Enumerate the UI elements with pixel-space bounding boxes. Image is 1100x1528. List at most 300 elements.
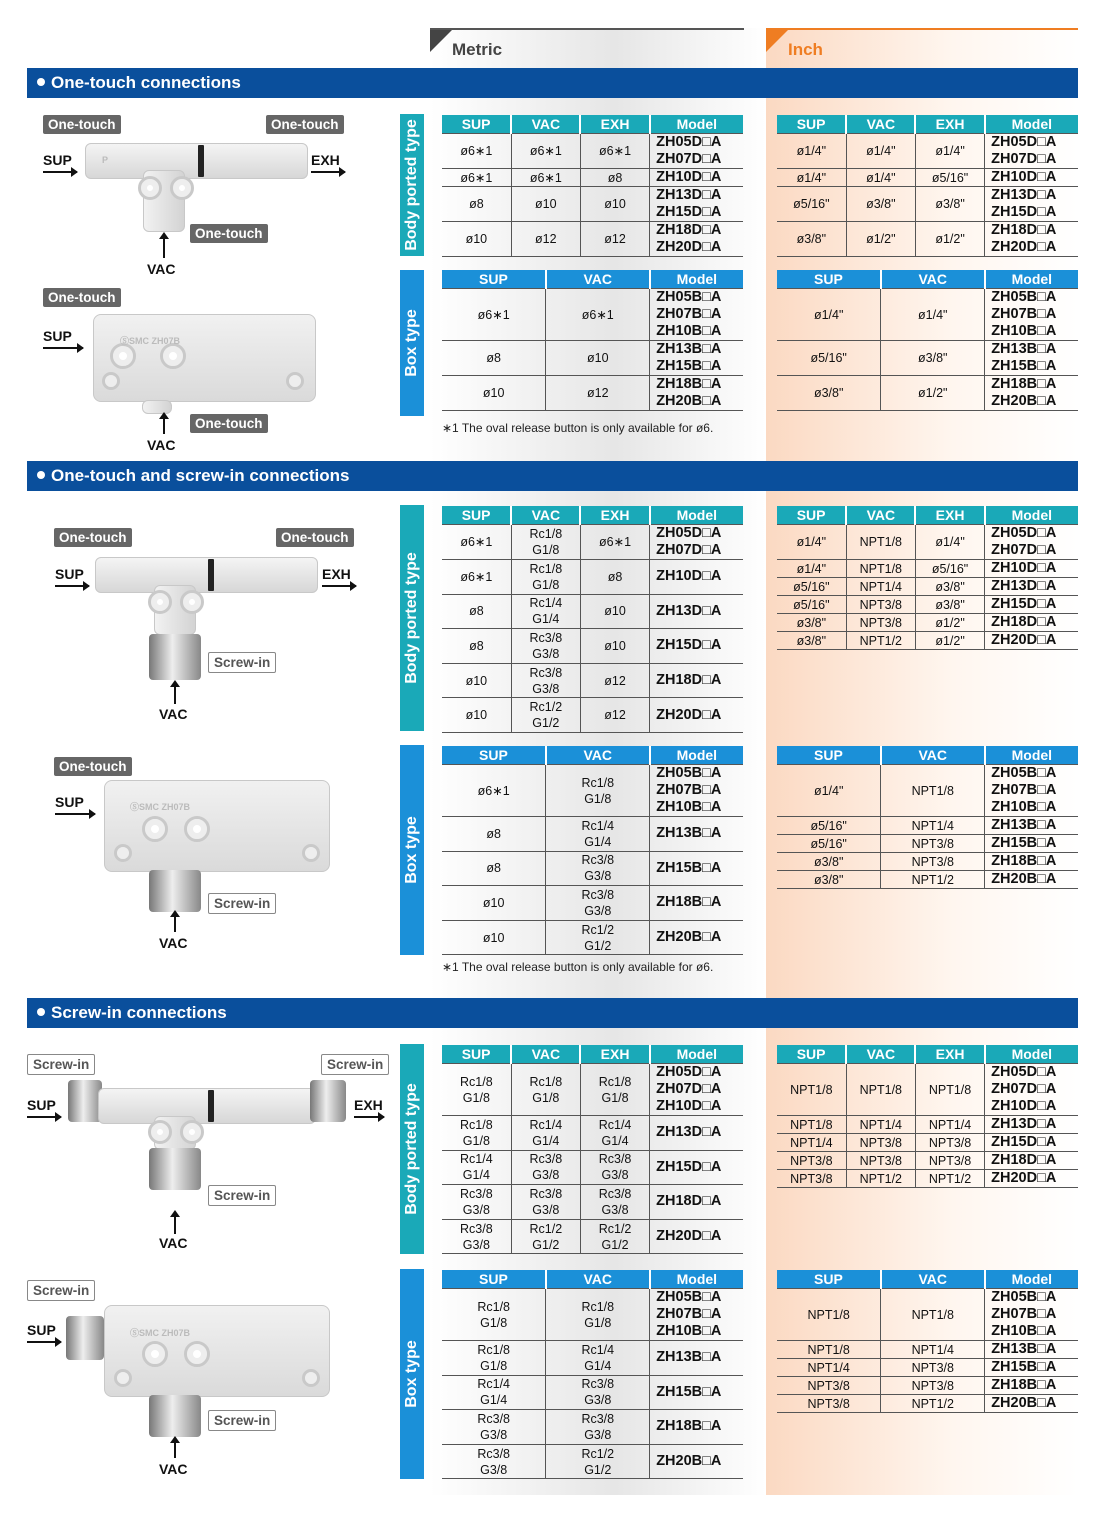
model-cell: ZH05B□A ZH07B□A ZH10B□A	[650, 289, 743, 341]
table-row	[777, 222, 1078, 257]
spec-cell: Rc1/8 G1/8	[511, 525, 580, 560]
model-cell: ZH20B□A	[985, 871, 1078, 889]
section-title: Screw-in connections	[51, 1003, 227, 1022]
table-header-row	[777, 1270, 1078, 1289]
spec-cell: NPT3/8	[846, 596, 915, 614]
arrow-right-icon	[43, 347, 83, 349]
table-s3-body-inch	[777, 1045, 1078, 1188]
table-row	[777, 1170, 1078, 1188]
label-one-touch: One-touch	[54, 528, 132, 547]
column-header: Model	[650, 506, 743, 525]
column-header: SUP	[777, 115, 846, 134]
label-screw-in: Screw-in	[208, 652, 276, 673]
model-cell: ZH13B□A ZH15B□A	[650, 341, 743, 376]
spec-cell: NPT3/8	[777, 1152, 846, 1170]
table-row	[777, 376, 1078, 411]
table-row	[777, 632, 1078, 650]
spec-cell: ø3/8"	[846, 187, 915, 222]
port-hole	[184, 1341, 210, 1367]
spec-cell: ø1/4"	[915, 525, 984, 560]
column-header: VAC	[511, 506, 580, 525]
model-cell: ZH13B□A	[650, 817, 743, 852]
spec-cell: NPT1/4	[881, 817, 985, 835]
section-title: One-touch and screw-in connections	[51, 466, 350, 485]
table-row	[442, 289, 743, 341]
model-cell: ZH05B□A ZH07B□A ZH10B□A	[985, 1289, 1078, 1341]
spec-cell: ø8	[442, 629, 511, 664]
spec-cell: ø8	[442, 851, 546, 886]
spec-cell: Rc1/4 G1/4	[511, 1116, 580, 1151]
label-one-touch: One-touch	[54, 757, 132, 776]
table-header-row	[777, 270, 1078, 289]
table-row	[777, 853, 1078, 871]
model-cell: ZH05D□A ZH07D□A	[985, 134, 1078, 169]
model-cell: ZH13D□A	[985, 578, 1078, 596]
mount-hole	[302, 844, 320, 862]
screw-fitting	[149, 634, 201, 680]
table-row	[442, 1116, 743, 1151]
arrow-right-icon	[55, 585, 89, 587]
spec-cell: ø10	[442, 376, 546, 411]
column-header: VAC	[881, 270, 985, 289]
spec-cell: NPT1/8	[846, 525, 915, 560]
model-cell: ZH20B□A	[650, 920, 743, 955]
model-cell: ZH13B□A	[985, 817, 1078, 835]
model-cell: ZH13D□A	[985, 1116, 1078, 1134]
bullet-icon	[37, 471, 45, 479]
spec-cell: NPT3/8	[777, 1170, 846, 1188]
mount-hole	[286, 372, 304, 390]
model-cell: ZH05D□A ZH07D□A ZH10D□A	[650, 1064, 743, 1116]
section-title: One-touch connections	[51, 73, 241, 92]
spec-cell: NPT1/2	[881, 871, 985, 889]
spec-cell: Rc3/8 G3/8	[546, 1410, 650, 1445]
column-header: SUP	[777, 270, 881, 289]
spec-cell: NPT3/8	[881, 853, 985, 871]
model-cell: ZH20B□A	[650, 1444, 743, 1479]
spec-cell: NPT1/8	[777, 1289, 881, 1341]
arrow-up-icon	[163, 418, 165, 434]
spec-cell: Rc3/8 G3/8	[546, 1375, 650, 1410]
table-header-row	[442, 1045, 743, 1064]
label-screw-in: Screw-in	[321, 1054, 389, 1075]
table-row	[442, 222, 743, 257]
bullet-icon	[37, 78, 45, 86]
spec-cell: Rc3/8 G3/8	[546, 886, 650, 921]
screw-fitting	[310, 1080, 346, 1122]
spec-cell: ø12	[580, 222, 649, 257]
spec-cell: ø12	[580, 663, 649, 698]
port-label-vac: VAC	[159, 1235, 188, 1251]
mount-hole	[102, 372, 120, 390]
column-header: Model	[650, 746, 743, 765]
label-one-touch: One-touch	[276, 528, 354, 547]
spec-cell: ø3/8"	[915, 578, 984, 596]
table-header-row	[777, 746, 1078, 765]
spec-cell: ø3/8"	[777, 614, 846, 632]
spec-cell: ø1/2"	[915, 222, 984, 257]
release-clip	[198, 145, 204, 177]
model-cell: ZH20D□A	[985, 1170, 1078, 1188]
column-header: VAC	[546, 746, 650, 765]
column-header: EXH	[580, 506, 649, 525]
model-cell: ZH13D□A ZH15D□A	[985, 187, 1078, 222]
port-label-vac: VAC	[159, 935, 188, 951]
column-header: Model	[650, 1045, 743, 1064]
spec-cell: ø1/2"	[881, 376, 985, 411]
spec-cell: Rc1/4 G1/4	[546, 1341, 650, 1376]
column-header: VAC	[511, 1045, 580, 1064]
spec-cell: ø1/4"	[777, 525, 846, 560]
port-label-sup: SUP	[55, 794, 84, 810]
spec-cell: Rc1/8 G1/8	[442, 1064, 511, 1116]
column-header: EXH	[915, 1045, 984, 1064]
column-header: VAC	[546, 1270, 650, 1289]
spec-cell: ø10	[442, 920, 546, 955]
model-cell: ZH05B□A ZH07B□A ZH10B□A	[985, 765, 1078, 817]
spec-cell: ø6∗1	[442, 765, 546, 817]
column-header: VAC	[846, 506, 915, 525]
column-header: SUP	[442, 746, 546, 765]
screw-fitting	[66, 1316, 104, 1360]
spec-cell: Rc1/4 G1/4	[442, 1375, 546, 1410]
spec-cell: ø5/16"	[777, 835, 881, 853]
spec-cell: Rc1/4 G1/4	[442, 1150, 511, 1185]
column-header: SUP	[777, 1270, 881, 1289]
spec-cell: ø8	[442, 594, 511, 629]
spec-cell: NPT3/8	[846, 1152, 915, 1170]
spec-cell: ø8	[442, 187, 511, 222]
column-header: SUP	[777, 1045, 846, 1064]
side-label-text: Box type	[403, 816, 420, 884]
table-header-row	[442, 746, 743, 765]
arrow-up-icon	[174, 1216, 176, 1234]
spec-cell: Rc1/8 G1/8	[580, 1064, 649, 1116]
spec-cell: Rc1/4 G1/4	[511, 594, 580, 629]
table-row	[442, 886, 743, 921]
spec-cell: NPT1/4	[777, 1134, 846, 1152]
spec-cell: ø1/4"	[777, 560, 846, 578]
spec-cell: Rc1/2 G1/2	[546, 920, 650, 955]
section-band-screw-in	[27, 998, 1078, 1028]
table-row	[442, 1064, 743, 1116]
arrow-up-icon	[163, 238, 165, 258]
model-cell: ZH13D□A ZH15D□A	[650, 187, 743, 222]
spec-cell: Rc3/8 G3/8	[442, 1219, 511, 1254]
spec-cell: NPT1/8	[777, 1341, 881, 1359]
spec-cell: ø6∗1	[511, 169, 580, 187]
table-row	[777, 525, 1078, 560]
spec-cell: ø1/4"	[846, 134, 915, 169]
port-hole	[148, 590, 172, 614]
model-cell: ZH20D□A	[650, 1219, 743, 1254]
spec-cell: ø5/16"	[777, 341, 881, 376]
spec-cell: Rc1/2 G1/2	[511, 698, 580, 733]
spec-cell: NPT3/8	[777, 1395, 881, 1413]
side-label-box	[400, 1269, 424, 1479]
spec-cell: ø5/16"	[777, 596, 846, 614]
spec-cell: ø8	[580, 169, 649, 187]
table-row	[442, 698, 743, 733]
table-row	[777, 1064, 1078, 1116]
model-cell: ZH05B□A ZH07B□A ZH10B□A	[650, 1289, 743, 1341]
column-header: VAC	[881, 746, 985, 765]
table-row	[777, 1152, 1078, 1170]
model-cell: ZH15B□A	[650, 851, 743, 886]
table-row	[442, 594, 743, 629]
spec-cell: ø5/16"	[777, 817, 881, 835]
column-header: SUP	[442, 115, 511, 134]
spec-cell: NPT3/8	[915, 1152, 984, 1170]
label-screw-in: Screw-in	[27, 1280, 95, 1301]
table-row	[777, 289, 1078, 341]
section-band-one-touch-screw	[27, 461, 1078, 491]
column-header: EXH	[915, 506, 984, 525]
table-row	[777, 1289, 1078, 1341]
column-header: Model	[650, 1270, 743, 1289]
table-row	[777, 560, 1078, 578]
screw-fitting	[149, 870, 201, 912]
spec-cell: Rc1/8 G1/8	[511, 560, 580, 595]
spec-cell: NPT1/8	[881, 1289, 985, 1341]
column-header: SUP	[442, 1045, 511, 1064]
column-header: VAC	[881, 1270, 985, 1289]
table-row	[777, 817, 1078, 835]
model-cell: ZH10D□A	[985, 169, 1078, 187]
port-hole	[148, 1120, 172, 1144]
table-s2-box-inch	[777, 746, 1078, 889]
arrow-up-icon	[174, 686, 176, 704]
spec-cell: ø10	[442, 698, 511, 733]
table-row	[442, 1185, 743, 1220]
tee-body	[85, 143, 308, 179]
spec-cell: Rc3/8 G3/8	[580, 1185, 649, 1220]
port-mark-p: P	[102, 155, 109, 165]
spec-cell: NPT3/8	[881, 835, 985, 853]
model-cell: ZH15B□A	[985, 1359, 1078, 1377]
spec-cell: ø8	[442, 817, 546, 852]
spec-cell: ø10	[442, 222, 511, 257]
port-label-sup: SUP	[43, 152, 72, 168]
spec-cell: Rc3/8 G3/8	[546, 851, 650, 886]
table-row	[777, 596, 1078, 614]
spec-cell: ø3/8"	[777, 376, 881, 411]
table-s1-body-inch	[777, 115, 1078, 257]
table-row	[442, 1150, 743, 1185]
spec-cell: NPT3/8	[881, 1377, 985, 1395]
model-cell: ZH18D□A	[650, 1185, 743, 1220]
column-header: Model	[985, 270, 1078, 289]
table-row	[442, 1444, 743, 1479]
spec-cell: ø12	[546, 376, 650, 411]
table-row	[442, 629, 743, 664]
port-label-vac: VAC	[159, 1461, 188, 1477]
side-label-body	[400, 505, 424, 731]
arrow-right-icon	[322, 585, 356, 587]
label-one-touch: One-touch	[190, 224, 268, 243]
model-cell: ZH18D□A	[985, 1152, 1078, 1170]
brand-mark: ⓈSMC ZH07B	[120, 336, 181, 346]
model-cell: ZH18B□A ZH20B□A	[650, 376, 743, 411]
table-s3-body-metric	[442, 1045, 743, 1254]
port-label-vac: VAC	[147, 261, 176, 277]
table-header-row	[442, 1270, 743, 1289]
spec-cell: ø8	[442, 341, 546, 376]
tee-body	[95, 557, 318, 593]
column-header: Model	[985, 115, 1078, 134]
table-header-row	[442, 506, 743, 525]
table-row	[442, 169, 743, 187]
spec-cell: ø5/16"	[915, 560, 984, 578]
spec-cell: Rc3/8 G3/8	[442, 1444, 546, 1479]
model-cell: ZH15D□A	[650, 629, 743, 664]
port-label-exh: EXH	[311, 152, 340, 168]
inch-header	[766, 28, 1078, 66]
model-cell: ZH20D□A	[985, 632, 1078, 650]
spec-cell: ø1/2"	[846, 222, 915, 257]
table-header-row	[442, 270, 743, 289]
port-hole	[142, 816, 168, 842]
model-cell: ZH13D□A	[650, 594, 743, 629]
side-label-text: Body ported type	[403, 1083, 420, 1215]
spec-cell: NPT1/4	[881, 1341, 985, 1359]
box-body	[104, 780, 330, 872]
label-one-touch: One-touch	[266, 115, 344, 134]
port-label-vac: VAC	[159, 706, 188, 722]
spec-cell: NPT1/4	[915, 1116, 984, 1134]
side-label-box	[400, 745, 424, 955]
spec-cell: ø1/4"	[777, 289, 881, 341]
spec-cell: NPT3/8	[915, 1134, 984, 1152]
table-row	[777, 1134, 1078, 1152]
spec-cell: ø6∗1	[511, 134, 580, 169]
model-cell: ZH20B□A	[985, 1395, 1078, 1413]
column-header: VAC	[511, 115, 580, 134]
table-s2-body-metric	[442, 506, 743, 733]
spec-cell: ø6∗1	[580, 134, 649, 169]
box-body	[104, 1305, 330, 1397]
table-row	[442, 134, 743, 169]
model-cell: ZH10D□A	[985, 560, 1078, 578]
spec-cell: ø12	[580, 698, 649, 733]
model-cell: ZH18B□A	[650, 1410, 743, 1445]
spec-cell: NPT3/8	[777, 1377, 881, 1395]
label-one-touch: One-touch	[190, 414, 268, 433]
screw-fitting	[149, 1148, 201, 1190]
column-header: VAC	[846, 1045, 915, 1064]
table-row	[777, 1341, 1078, 1359]
port-label-sup: SUP	[27, 1322, 56, 1338]
port-label-exh: EXH	[322, 566, 351, 582]
inch-header-label: Inch	[788, 40, 823, 59]
side-label-text: Body ported type	[403, 119, 420, 251]
model-cell: ZH10D□A	[650, 169, 743, 187]
label-one-touch: One-touch	[43, 115, 121, 134]
spec-cell: ø12	[511, 222, 580, 257]
spec-cell: ø3/8"	[881, 341, 985, 376]
mount-hole	[114, 844, 132, 862]
spec-cell: ø1/4"	[777, 765, 881, 817]
model-cell: ZH05B□A ZH07B□A ZH10B□A	[985, 289, 1078, 341]
spec-cell: Rc3/8 G3/8	[580, 1150, 649, 1185]
table-row	[777, 187, 1078, 222]
spec-cell: ø1/4"	[777, 169, 846, 187]
arrow-right-icon	[43, 171, 77, 173]
spec-cell: ø10	[580, 187, 649, 222]
table-row	[442, 525, 743, 560]
spec-cell: Rc1/4 G1/4	[546, 817, 650, 852]
table-row	[442, 376, 743, 411]
spec-cell: ø6∗1	[442, 560, 511, 595]
tee-body	[98, 1088, 316, 1124]
spec-cell: ø8	[580, 560, 649, 595]
spec-cell: Rc1/8 G1/8	[442, 1116, 511, 1151]
column-header: Model	[985, 506, 1078, 525]
column-header: EXH	[580, 115, 649, 134]
spec-cell: ø6∗1	[442, 525, 511, 560]
port-hole	[142, 1341, 168, 1367]
spec-cell: Rc3/8 G3/8	[442, 1410, 546, 1445]
spec-cell: ø6∗1	[442, 134, 511, 169]
model-cell: ZH15B□A	[650, 1375, 743, 1410]
model-cell: ZH20D□A	[650, 698, 743, 733]
column-header: EXH	[915, 115, 984, 134]
spec-cell: ø10	[580, 594, 649, 629]
spec-cell: ø10	[442, 663, 511, 698]
arrow-right-icon	[27, 1116, 61, 1118]
table-row	[442, 920, 743, 955]
table-row	[442, 851, 743, 886]
table-row	[442, 187, 743, 222]
spec-cell: NPT1/4	[777, 1359, 881, 1377]
table-s1-box-inch	[777, 270, 1078, 411]
table-row	[777, 341, 1078, 376]
screw-fitting	[149, 1395, 201, 1437]
spec-cell: ø1/2"	[915, 614, 984, 632]
model-cell: ZH05D□A ZH07D□A	[650, 525, 743, 560]
spec-cell: Rc3/8 G3/8	[442, 1185, 511, 1220]
model-cell: ZH18D□A ZH20D□A	[985, 222, 1078, 257]
spec-cell: ø1/4"	[846, 169, 915, 187]
screw-fitting	[68, 1080, 102, 1122]
table-s1-body-metric	[442, 115, 743, 257]
spec-cell: ø10	[442, 886, 546, 921]
label-screw-in: Screw-in	[208, 1410, 276, 1431]
table-header-row	[442, 115, 743, 134]
column-header: Model	[985, 1270, 1078, 1289]
model-cell: ZH15B□A	[985, 835, 1078, 853]
spec-cell: Rc1/4 G1/4	[580, 1116, 649, 1151]
column-header: EXH	[580, 1045, 649, 1064]
arrow-right-icon	[311, 171, 345, 173]
spec-cell: NPT1/2	[846, 1170, 915, 1188]
table-row	[442, 765, 743, 817]
column-header: Model	[985, 1045, 1078, 1064]
spec-cell: NPT3/8	[846, 614, 915, 632]
table-header-row	[777, 1045, 1078, 1064]
spec-cell: ø6∗1	[580, 525, 649, 560]
metric-header-label: Metric	[452, 40, 503, 59]
table-row	[442, 560, 743, 595]
mount-hole	[302, 1369, 320, 1387]
model-cell: ZH18D□A ZH20D□A	[650, 222, 743, 257]
spec-cell: ø6∗1	[442, 289, 546, 341]
port-label-sup: SUP	[27, 1097, 56, 1113]
arrow-up-icon	[174, 1442, 176, 1458]
spec-cell: ø3/8"	[777, 853, 881, 871]
side-label-text: Body ported type	[403, 552, 420, 684]
table-row	[442, 663, 743, 698]
